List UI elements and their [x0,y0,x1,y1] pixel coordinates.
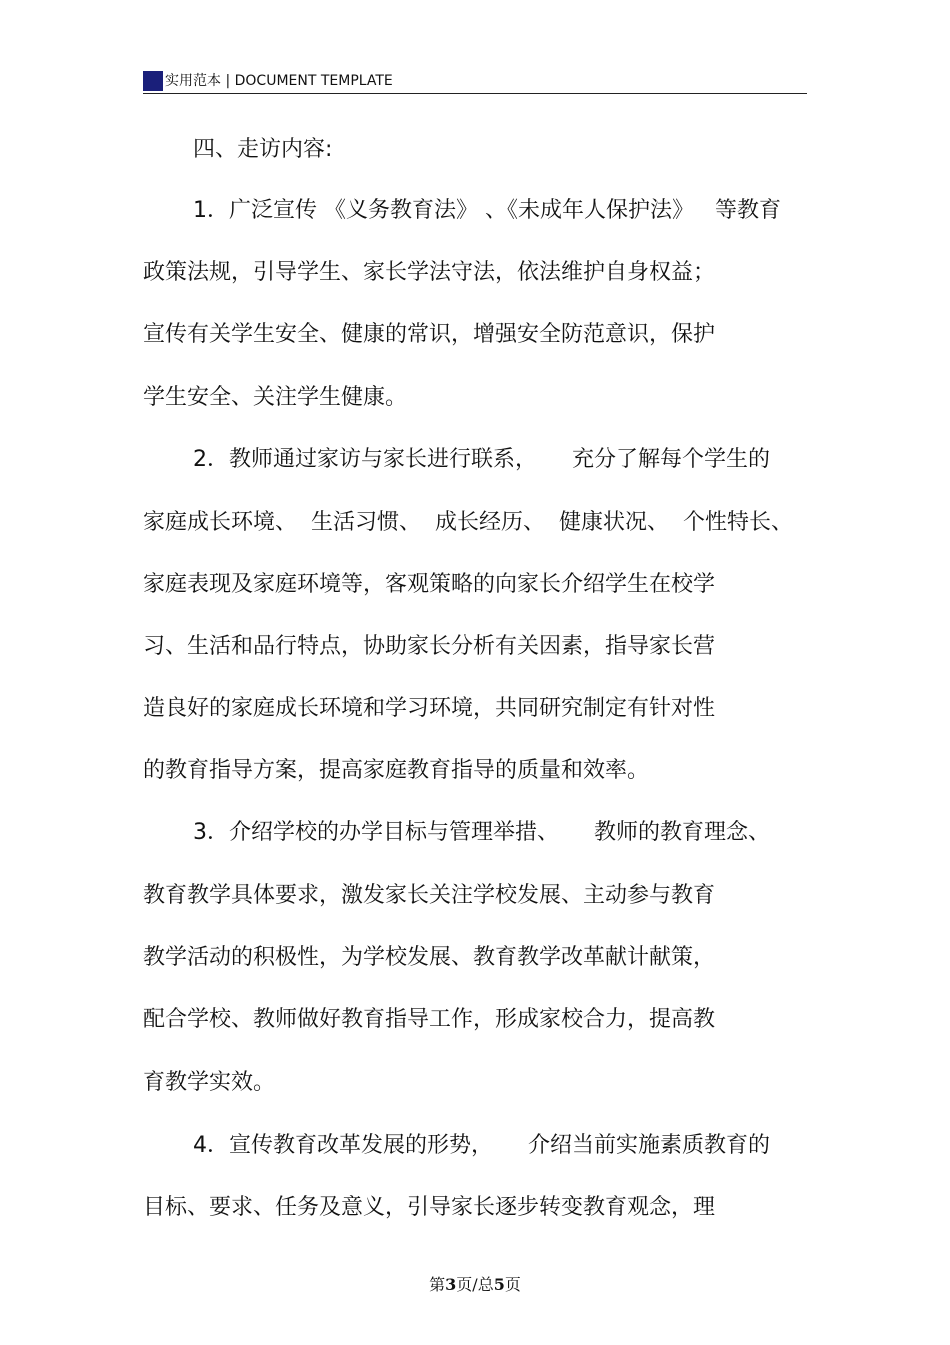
paragraph-line: 1．广泛宣传 《义务教育法》 、《未成年人保护法》 等教育 [193,198,781,223]
page-footer [0,1275,950,1295]
paragraph-line: 造良好的家庭成长环境和学习环境，共同研究制定有针对性 [143,696,716,721]
footer-current-page: 3 [445,1275,457,1294]
paragraph-line: 2．教师通过家访与家长进行联系， 充分了解每个学生的 [193,447,770,472]
paragraph-line: 配合学校、教师做好教育指导工作，形成家校合力，提高教 [143,1007,716,1032]
paragraph-line: 习、生活和品行特点，协助家长分析有关因素，指导家长营 [143,634,716,659]
footer-middle: 页/总 [456,1275,494,1294]
paragraph-line: 目标、要求、任务及意义，引导家长逐步转变教育观念，理 [143,1195,716,1220]
paragraph-line: 的教育指导方案，提高家庭教育指导的质量和效率。 [143,758,650,783]
paragraph-line: 宣传有关学生安全、健康的常识，增强安全防范意识，保护 [143,322,716,347]
paragraph-line: 4．宣传教育改革发展的形势， 介绍当前实施素质教育的 [193,1133,770,1158]
section-heading: 四、走访内容: [193,137,333,162]
header-separator: | [221,73,235,89]
paragraph-line: 3．介绍学校的办学目标与管理举措、 教师的教育理念、 [193,820,770,845]
paragraph-line: 教育教学具体要求，激发家长关注学校发展、主动参与教育 [143,883,716,908]
paragraph-line: 学生安全、关注学生健康。 [143,385,408,410]
paragraph-line: 家庭成长环境、 生活习惯、 成长经历、 健康状况、 个性特长、 [143,510,793,535]
paragraph-line: 家庭表现及家庭环境等，客观策略的向家长介绍学生在校学 [143,572,716,597]
logo-square-icon [143,71,163,91]
paragraph-line: 育教学实效。 [143,1070,276,1095]
paragraph-line: 政策法规，引导学生、家长学法守法，依法维护自身权益； [143,260,716,285]
page-header [143,69,807,94]
header-subtitle: DOCUMENT TEMPLATE [234,73,393,89]
paragraph-line: 教学活动的积极性，为学校发展、教育教学改革献计献策， [143,945,716,970]
header-title: 实用范本 [165,73,221,89]
header-text [165,72,393,90]
footer-prefix: 第 [429,1275,446,1294]
footer-total-pages: 5 [493,1275,505,1294]
footer-suffix: 页 [504,1275,521,1294]
